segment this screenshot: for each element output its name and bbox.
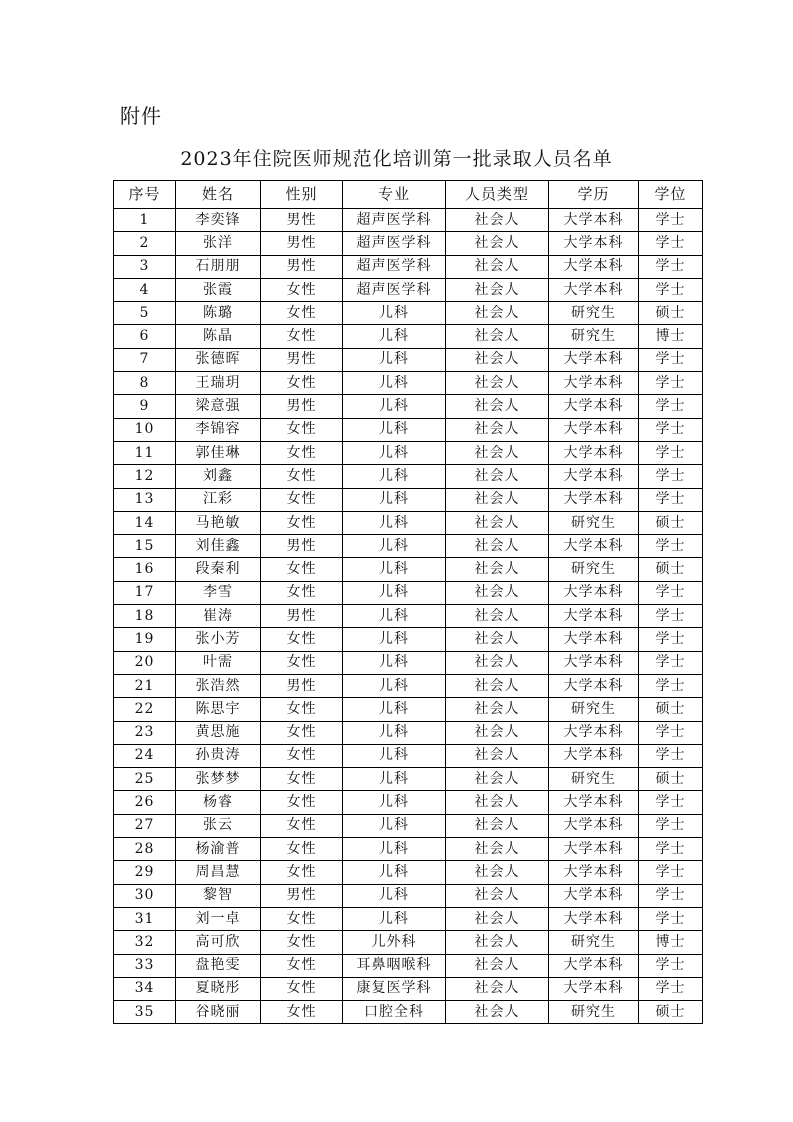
cell-name: 叶需 — [176, 651, 261, 674]
cell-name: 李锦容 — [176, 418, 261, 441]
table-row — [114, 465, 703, 488]
cell-degree: 学士 — [639, 674, 703, 697]
cell-index: 22 — [114, 698, 176, 721]
cell-education: 大学本科 — [549, 977, 639, 1000]
cell-personnel-type: 社会人 — [446, 651, 549, 674]
cell-degree: 学士 — [639, 348, 703, 371]
cell-degree: 硕士 — [639, 1001, 703, 1024]
cell-education: 大学本科 — [549, 232, 639, 255]
cell-gender: 男性 — [261, 395, 343, 418]
cell-name: 刘一卓 — [176, 907, 261, 930]
cell-gender: 女性 — [261, 441, 343, 464]
cell-name: 黎智 — [176, 884, 261, 907]
cell-personnel-type: 社会人 — [446, 511, 549, 534]
cell-name: 张云 — [176, 814, 261, 837]
cell-personnel-type: 社会人 — [446, 744, 549, 767]
cell-specialty: 儿科 — [343, 628, 446, 651]
cell-index: 8 — [114, 372, 176, 395]
table-row — [114, 1001, 703, 1024]
cell-degree: 学士 — [639, 535, 703, 558]
cell-index: 11 — [114, 441, 176, 464]
cell-specialty: 超声医学科 — [343, 232, 446, 255]
cell-index: 31 — [114, 907, 176, 930]
cell-index: 30 — [114, 884, 176, 907]
table-row — [114, 884, 703, 907]
cell-degree: 学士 — [639, 721, 703, 744]
cell-education: 大学本科 — [549, 838, 639, 861]
cell-personnel-type: 社会人 — [446, 372, 549, 395]
cell-degree: 学士 — [639, 838, 703, 861]
cell-education: 研究生 — [549, 511, 639, 534]
table-row — [114, 838, 703, 861]
attachment-label: 附件 — [120, 104, 162, 128]
cell-personnel-type: 社会人 — [446, 698, 549, 721]
cell-gender: 男性 — [261, 255, 343, 278]
cell-specialty: 儿科 — [343, 395, 446, 418]
cell-degree: 学士 — [639, 255, 703, 278]
cell-education: 大学本科 — [549, 372, 639, 395]
cell-specialty: 口腔全科 — [343, 1001, 446, 1024]
cell-name: 张梦梦 — [176, 768, 261, 791]
table-row — [114, 209, 703, 232]
cell-gender: 女性 — [261, 721, 343, 744]
cell-gender: 女性 — [261, 768, 343, 791]
cell-name: 张德晖 — [176, 348, 261, 371]
cell-specialty: 康复医学科 — [343, 977, 446, 1000]
cell-name: 陈晶 — [176, 325, 261, 348]
cell-degree: 学士 — [639, 791, 703, 814]
table-row — [114, 278, 703, 301]
table-row — [114, 581, 703, 604]
cell-personnel-type: 社会人 — [446, 791, 549, 814]
cell-specialty: 儿科 — [343, 348, 446, 371]
cell-index: 27 — [114, 814, 176, 837]
cell-degree: 博士 — [639, 325, 703, 348]
cell-degree: 硕士 — [639, 558, 703, 581]
cell-name: 夏晓彤 — [176, 977, 261, 1000]
cell-education: 大学本科 — [549, 441, 639, 464]
cell-index: 17 — [114, 581, 176, 604]
cell-name: 杨渝普 — [176, 838, 261, 861]
cell-name: 石朋朋 — [176, 255, 261, 278]
cell-personnel-type: 社会人 — [446, 884, 549, 907]
cell-specialty: 儿科 — [343, 768, 446, 791]
cell-name: 崔涛 — [176, 605, 261, 628]
cell-education: 大学本科 — [549, 954, 639, 977]
cell-education: 大学本科 — [549, 535, 639, 558]
cell-personnel-type: 社会人 — [446, 465, 549, 488]
cell-degree: 学士 — [639, 232, 703, 255]
cell-specialty: 儿科 — [343, 511, 446, 534]
cell-degree: 学士 — [639, 372, 703, 395]
cell-education: 研究生 — [549, 325, 639, 348]
cell-education: 大学本科 — [549, 861, 639, 884]
cell-index: 23 — [114, 721, 176, 744]
cell-gender: 女性 — [261, 418, 343, 441]
cell-name: 李雪 — [176, 581, 261, 604]
cell-personnel-type: 社会人 — [446, 278, 549, 301]
cell-gender: 男性 — [261, 605, 343, 628]
cell-personnel-type: 社会人 — [446, 861, 549, 884]
cell-education: 研究生 — [549, 698, 639, 721]
cell-personnel-type: 社会人 — [446, 535, 549, 558]
cell-education: 研究生 — [549, 1001, 639, 1024]
cell-name: 张霞 — [176, 278, 261, 301]
cell-index: 34 — [114, 977, 176, 1000]
cell-name: 段秦利 — [176, 558, 261, 581]
header-name: 姓名 — [176, 181, 261, 209]
cell-education: 大学本科 — [549, 907, 639, 930]
header-specialty: 专业 — [343, 181, 446, 209]
table-row — [114, 791, 703, 814]
cell-specialty: 儿科 — [343, 605, 446, 628]
document-title: 2023年住院医师规范化培训第一批录取人员名单 — [180, 148, 613, 170]
table-row — [114, 814, 703, 837]
cell-education: 大学本科 — [549, 744, 639, 767]
cell-education: 大学本科 — [549, 884, 639, 907]
cell-gender: 女性 — [261, 465, 343, 488]
cell-specialty: 超声医学科 — [343, 255, 446, 278]
table-row — [114, 977, 703, 1000]
cell-gender: 女性 — [261, 954, 343, 977]
cell-education: 大学本科 — [549, 418, 639, 441]
table-row — [114, 954, 703, 977]
cell-degree: 学士 — [639, 488, 703, 511]
cell-personnel-type: 社会人 — [446, 558, 549, 581]
cell-education: 大学本科 — [549, 209, 639, 232]
cell-specialty: 儿科 — [343, 814, 446, 837]
cell-specialty: 超声医学科 — [343, 278, 446, 301]
cell-degree: 学士 — [639, 278, 703, 301]
cell-gender: 女性 — [261, 325, 343, 348]
cell-degree: 学士 — [639, 395, 703, 418]
cell-gender: 女性 — [261, 814, 343, 837]
cell-degree: 学士 — [639, 744, 703, 767]
cell-education: 大学本科 — [549, 488, 639, 511]
cell-personnel-type: 社会人 — [446, 674, 549, 697]
cell-name: 刘佳鑫 — [176, 535, 261, 558]
cell-gender: 女性 — [261, 511, 343, 534]
cell-specialty: 儿科 — [343, 907, 446, 930]
cell-specialty: 儿科 — [343, 418, 446, 441]
cell-degree: 学士 — [639, 605, 703, 628]
cell-gender: 女性 — [261, 744, 343, 767]
header-degree: 学位 — [639, 181, 703, 209]
table-row — [114, 698, 703, 721]
cell-specialty: 儿科 — [343, 535, 446, 558]
cell-gender: 男性 — [261, 232, 343, 255]
cell-personnel-type: 社会人 — [446, 348, 549, 371]
cell-degree: 学士 — [639, 861, 703, 884]
cell-specialty: 儿科 — [343, 325, 446, 348]
cell-index: 4 — [114, 278, 176, 301]
cell-name: 陈思宇 — [176, 698, 261, 721]
cell-personnel-type: 社会人 — [446, 931, 549, 954]
cell-gender: 女性 — [261, 791, 343, 814]
cell-education: 大学本科 — [549, 628, 639, 651]
cell-personnel-type: 社会人 — [446, 488, 549, 511]
cell-personnel-type: 社会人 — [446, 325, 549, 348]
cell-gender: 女性 — [261, 838, 343, 861]
cell-name: 王瑞玥 — [176, 372, 261, 395]
admission-table — [113, 180, 703, 1024]
cell-degree: 博士 — [639, 931, 703, 954]
cell-name: 张浩然 — [176, 674, 261, 697]
cell-specialty: 儿科 — [343, 721, 446, 744]
cell-index: 16 — [114, 558, 176, 581]
cell-degree: 学士 — [639, 465, 703, 488]
cell-degree: 硕士 — [639, 698, 703, 721]
table-row — [114, 488, 703, 511]
cell-degree: 学士 — [639, 581, 703, 604]
header-personnel-type: 人员类型 — [446, 181, 549, 209]
cell-personnel-type: 社会人 — [446, 721, 549, 744]
cell-name: 黄思施 — [176, 721, 261, 744]
table-row — [114, 372, 703, 395]
table-row — [114, 558, 703, 581]
cell-name: 江彩 — [176, 488, 261, 511]
cell-degree: 学士 — [639, 814, 703, 837]
cell-degree: 学士 — [639, 884, 703, 907]
cell-personnel-type: 社会人 — [446, 1001, 549, 1024]
cell-index: 1 — [114, 209, 176, 232]
cell-gender: 女性 — [261, 651, 343, 674]
cell-personnel-type: 社会人 — [446, 907, 549, 930]
table-row — [114, 232, 703, 255]
cell-index: 5 — [114, 302, 176, 325]
cell-personnel-type: 社会人 — [446, 209, 549, 232]
cell-name: 杨睿 — [176, 791, 261, 814]
cell-index: 10 — [114, 418, 176, 441]
cell-index: 6 — [114, 325, 176, 348]
cell-degree: 硕士 — [639, 768, 703, 791]
cell-name: 陈璐 — [176, 302, 261, 325]
cell-gender: 男性 — [261, 348, 343, 371]
cell-index: 28 — [114, 838, 176, 861]
cell-index: 9 — [114, 395, 176, 418]
cell-education: 大学本科 — [549, 255, 639, 278]
cell-degree: 学士 — [639, 418, 703, 441]
cell-education: 大学本科 — [549, 348, 639, 371]
cell-specialty: 儿科 — [343, 651, 446, 674]
cell-specialty: 儿科 — [343, 488, 446, 511]
cell-index: 32 — [114, 931, 176, 954]
table-row — [114, 931, 703, 954]
cell-index: 24 — [114, 744, 176, 767]
cell-specialty: 儿科 — [343, 791, 446, 814]
cell-index: 15 — [114, 535, 176, 558]
cell-specialty: 儿外科 — [343, 931, 446, 954]
cell-index: 7 — [114, 348, 176, 371]
table-row — [114, 721, 703, 744]
cell-education: 研究生 — [549, 558, 639, 581]
cell-gender: 女性 — [261, 628, 343, 651]
cell-index: 13 — [114, 488, 176, 511]
cell-specialty: 儿科 — [343, 861, 446, 884]
cell-specialty: 儿科 — [343, 581, 446, 604]
cell-name: 孙贵涛 — [176, 744, 261, 767]
cell-specialty: 儿科 — [343, 465, 446, 488]
cell-index: 19 — [114, 628, 176, 651]
cell-index: 25 — [114, 768, 176, 791]
cell-name: 高可欣 — [176, 931, 261, 954]
table-row — [114, 651, 703, 674]
cell-personnel-type: 社会人 — [446, 255, 549, 278]
cell-gender: 女性 — [261, 372, 343, 395]
cell-personnel-type: 社会人 — [446, 581, 549, 604]
cell-index: 3 — [114, 255, 176, 278]
table-row — [114, 768, 703, 791]
cell-name: 谷晓丽 — [176, 1001, 261, 1024]
cell-specialty: 儿科 — [343, 372, 446, 395]
cell-gender: 男性 — [261, 209, 343, 232]
cell-personnel-type: 社会人 — [446, 395, 549, 418]
cell-name: 梁意强 — [176, 395, 261, 418]
table-row — [114, 605, 703, 628]
cell-index: 35 — [114, 1001, 176, 1024]
cell-personnel-type: 社会人 — [446, 302, 549, 325]
cell-gender: 女性 — [261, 488, 343, 511]
table-row — [114, 861, 703, 884]
table-row — [114, 744, 703, 767]
cell-gender: 女性 — [261, 698, 343, 721]
table-row — [114, 325, 703, 348]
cell-education: 研究生 — [549, 931, 639, 954]
cell-gender: 男性 — [261, 535, 343, 558]
cell-index: 2 — [114, 232, 176, 255]
cell-personnel-type: 社会人 — [446, 814, 549, 837]
cell-index: 21 — [114, 674, 176, 697]
cell-gender: 女性 — [261, 977, 343, 1000]
cell-personnel-type: 社会人 — [446, 441, 549, 464]
table-row — [114, 395, 703, 418]
cell-personnel-type: 社会人 — [446, 954, 549, 977]
cell-personnel-type: 社会人 — [446, 232, 549, 255]
cell-gender: 男性 — [261, 884, 343, 907]
cell-specialty: 儿科 — [343, 744, 446, 767]
table-header-row — [114, 181, 703, 209]
cell-education: 大学本科 — [549, 651, 639, 674]
table-row — [114, 302, 703, 325]
cell-name: 张洋 — [176, 232, 261, 255]
cell-gender: 女性 — [261, 907, 343, 930]
cell-education: 研究生 — [549, 302, 639, 325]
cell-degree: 学士 — [639, 628, 703, 651]
cell-specialty: 儿科 — [343, 441, 446, 464]
cell-education: 大学本科 — [549, 395, 639, 418]
table-body — [114, 209, 703, 1024]
cell-name: 李奕锋 — [176, 209, 261, 232]
header-index: 序号 — [114, 181, 176, 209]
cell-education: 大学本科 — [549, 791, 639, 814]
cell-index: 12 — [114, 465, 176, 488]
cell-index: 33 — [114, 954, 176, 977]
cell-gender: 女性 — [261, 581, 343, 604]
cell-gender: 女性 — [261, 861, 343, 884]
cell-education: 大学本科 — [549, 278, 639, 301]
cell-gender: 女性 — [261, 1001, 343, 1024]
cell-index: 14 — [114, 511, 176, 534]
cell-gender: 女性 — [261, 558, 343, 581]
cell-name: 盘艳雯 — [176, 954, 261, 977]
cell-personnel-type: 社会人 — [446, 838, 549, 861]
table-row — [114, 511, 703, 534]
table-row — [114, 348, 703, 371]
cell-personnel-type: 社会人 — [446, 628, 549, 651]
cell-specialty: 儿科 — [343, 302, 446, 325]
cell-index: 29 — [114, 861, 176, 884]
cell-degree: 学士 — [639, 954, 703, 977]
cell-degree: 学士 — [639, 907, 703, 930]
cell-education: 研究生 — [549, 768, 639, 791]
cell-gender: 女性 — [261, 931, 343, 954]
cell-name: 郭佳琳 — [176, 441, 261, 464]
cell-education: 大学本科 — [549, 581, 639, 604]
cell-degree: 硕士 — [639, 302, 703, 325]
table-row — [114, 907, 703, 930]
cell-index: 20 — [114, 651, 176, 674]
cell-education: 大学本科 — [549, 674, 639, 697]
cell-gender: 女性 — [261, 278, 343, 301]
cell-specialty: 超声医学科 — [343, 209, 446, 232]
cell-personnel-type: 社会人 — [446, 977, 549, 1000]
table-row — [114, 255, 703, 278]
cell-name: 周昌慧 — [176, 861, 261, 884]
cell-specialty: 耳鼻咽喉科 — [343, 954, 446, 977]
cell-personnel-type: 社会人 — [446, 418, 549, 441]
header-gender: 性别 — [261, 181, 343, 209]
cell-degree: 学士 — [639, 209, 703, 232]
cell-name: 马艳敏 — [176, 511, 261, 534]
cell-specialty: 儿科 — [343, 674, 446, 697]
cell-index: 26 — [114, 791, 176, 814]
cell-degree: 学士 — [639, 977, 703, 1000]
cell-name: 刘鑫 — [176, 465, 261, 488]
cell-degree: 硕士 — [639, 511, 703, 534]
header-education: 学历 — [549, 181, 639, 209]
cell-specialty: 儿科 — [343, 838, 446, 861]
cell-education: 大学本科 — [549, 465, 639, 488]
cell-education: 大学本科 — [549, 721, 639, 744]
cell-specialty: 儿科 — [343, 884, 446, 907]
cell-personnel-type: 社会人 — [446, 768, 549, 791]
cell-specialty: 儿科 — [343, 698, 446, 721]
cell-specialty: 儿科 — [343, 558, 446, 581]
cell-education: 大学本科 — [549, 814, 639, 837]
table-row — [114, 418, 703, 441]
cell-gender: 男性 — [261, 674, 343, 697]
table-row — [114, 628, 703, 651]
cell-personnel-type: 社会人 — [446, 605, 549, 628]
cell-degree: 学士 — [639, 651, 703, 674]
cell-index: 18 — [114, 605, 176, 628]
cell-degree: 学士 — [639, 441, 703, 464]
table-row — [114, 674, 703, 697]
cell-education: 大学本科 — [549, 605, 639, 628]
cell-name: 张小芳 — [176, 628, 261, 651]
table-row — [114, 441, 703, 464]
table-row — [114, 535, 703, 558]
cell-gender: 女性 — [261, 302, 343, 325]
